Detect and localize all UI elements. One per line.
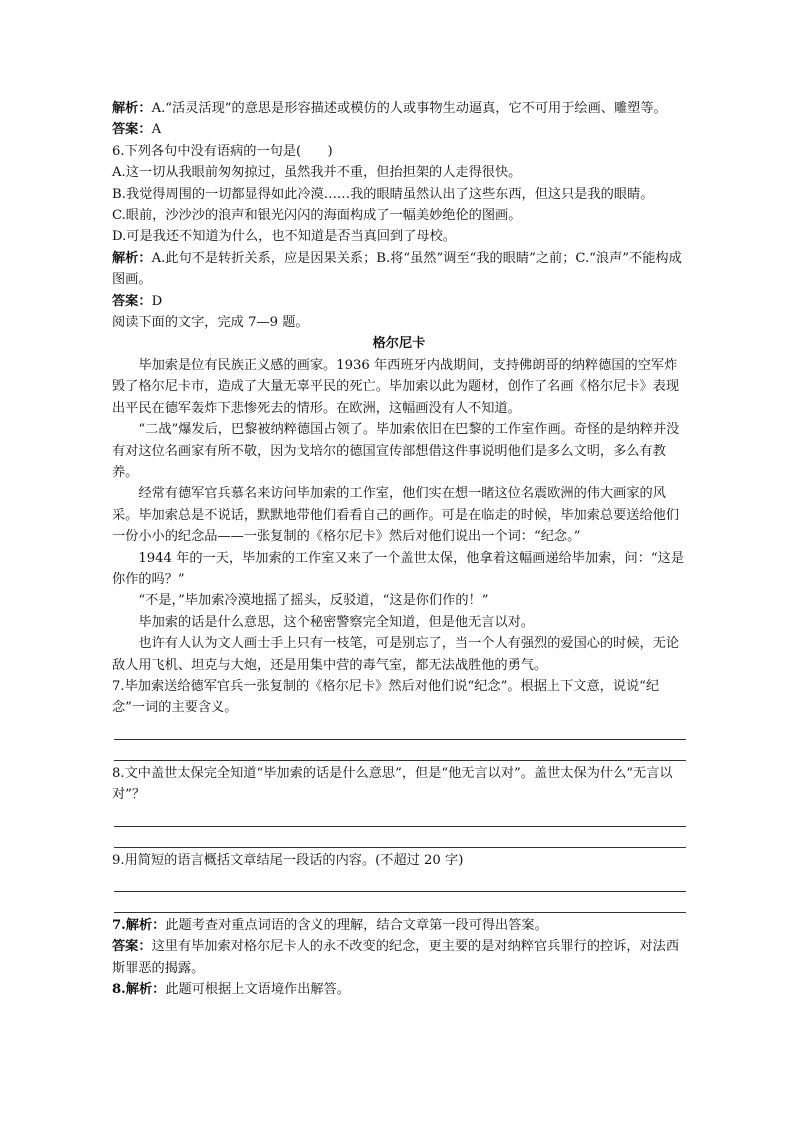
q6-answer — [112, 291, 686, 312]
q6-option-a: A.这一切从我眼前匆匆掠过，虽然我并不重，但抬担架的人走得很快。 — [112, 165, 522, 181]
q7-answer — [112, 936, 686, 979]
answer-line[interactable] — [114, 827, 686, 848]
analysis-text: 此题考查对重点词语的含义的理解，结合文章第一段可得出答案。 — [165, 918, 548, 933]
q6-stem: 6.下列各句中没有语病的一句是( ) — [112, 143, 333, 159]
q8-analysis — [112, 979, 686, 1000]
answer-line[interactable] — [114, 740, 686, 761]
answer-line[interactable] — [114, 806, 686, 827]
answer-line[interactable] — [114, 892, 686, 913]
analysis-text: A.“活灵活现”的意思是形容描述或模仿的人或事物生动逼真，它不可用于绘画、雕塑等。 — [151, 101, 667, 116]
passage-paragraph: 毕加索的话是什么意思，这个秘密警察完全知道，但是他无言以对。 — [138, 614, 535, 630]
document-page — [112, 98, 686, 1001]
answer-line[interactable] — [114, 871, 686, 892]
passage-paragraph: “不是，”毕加索冷漠地摇了摇头，反驳道，“这是你们作的！” — [138, 593, 489, 609]
q6-option-b: B.我觉得周围的一切都显得如此冷漠……我的眼睛虽然认出了这些东西，但这只是我的眼睛。 — [112, 186, 654, 202]
q5-analysis — [112, 98, 686, 119]
q5-answer — [112, 119, 686, 140]
q6-option-d: D.可是我还不知道为什么，也不知道是否当真回到了母校。 — [112, 229, 456, 245]
answer-label: 答案： — [112, 939, 152, 955]
question-9: 9.用简短的语言概括文章结尾一段话的内容。(不超过 20 字) — [112, 852, 464, 868]
passage-paragraph: 也许有人认为文人画士手上只有一枝笔，可是别忘了，当一个人有强烈的爱国心的时候，无论敌人用飞机、坦克与大炮，还是用集中营的毒气室，都无法战胜他的勇气。 — [112, 636, 680, 673]
analysis-text: A.此句不是转折关系，应是因果关系；B.将“虽然”调至“我的眼睛”之前；C.“浪声”不能构成图画。 — [112, 250, 682, 288]
passage-paragraph: 经常有德军官兵慕名来访问毕加索的工作室，他们实在想一睹这位名震欧洲的伟大画家的风采。毕加索总是不说话，默默地带他们看看自己的画作。可是在临走的时候，毕加索总要送给他们一份小小的纪念品——一张复制的《格尔尼卡》然后对他们说出一个词：“纪念。” — [112, 486, 680, 545]
answer-text: D — [151, 293, 163, 309]
passage-paragraph: 1944 年的一天，毕加索的工作室又来了一个盖世太保，他拿着这幅画递给毕加索，问：“这是你作的吗？” — [112, 550, 685, 587]
answer-label: 答案： — [112, 122, 152, 138]
q6-option-c: C.眼前，沙沙沙的浪声和银光闪闪的海面构成了一幅美妙绝伦的图画。 — [112, 208, 522, 224]
question-8: 8.文中盖世太保完全知道“毕加索的话是什么意思”，但是“他无言以对”。盖世太保为什么“无言以对”？ — [112, 765, 673, 803]
answer-text: A — [151, 122, 162, 138]
q6-analysis — [112, 248, 686, 291]
q7-analysis — [112, 915, 686, 936]
analysis-text: 此题可根据上文语境作出解答。 — [165, 982, 350, 998]
analysis-label: 7.解析： — [112, 918, 166, 933]
analysis-label: 解析： — [112, 250, 152, 266]
answer-label: 答案： — [112, 293, 152, 309]
reading-instruction: 阅读下面的文字，完成 7—9 题。 — [112, 315, 309, 331]
passage-title: 格尔尼卡 — [372, 336, 426, 352]
passage-paragraph: 毕加索是位有民族正义感的画家。1936 年西班牙内战期间，支持佛朗哥的纳粹德国的空军炸毁了格尔尼卡市，造成了大量无辜平民的死亡。毕加索以此为题材，创作了名画《格尔尼卡》表现出平民在德军轰炸下悲惨死去的情形。在欧洲，这幅画没有人不知道。 — [112, 357, 680, 416]
analysis-label: 解析： — [112, 101, 152, 116]
analysis-label: 8.解析： — [112, 982, 166, 998]
question-7: 7.毕加索送给德军官兵一张复制的《格尔尼卡》然后对他们说“纪念”。根据上下文意，说说“纪念”一词的主要含义。 — [112, 678, 660, 716]
answer-text: 这里有毕加索对格尔尼卡人的永不改变的纪念，更主要的是对纳粹官兵罪行的控诉，对法西斯罪恶的揭露。 — [112, 939, 680, 976]
passage-paragraph: “二战”爆发后，巴黎被纳粹德国占领了。毕加索依旧在巴黎的工作室作画。奇怪的是纳粹并没有对这位名画家有所不敬，因为戈培尔的德国宣传部想借这件事说明他们是多么文明，多么有教养。 — [112, 422, 680, 480]
answer-line[interactable] — [114, 719, 686, 740]
